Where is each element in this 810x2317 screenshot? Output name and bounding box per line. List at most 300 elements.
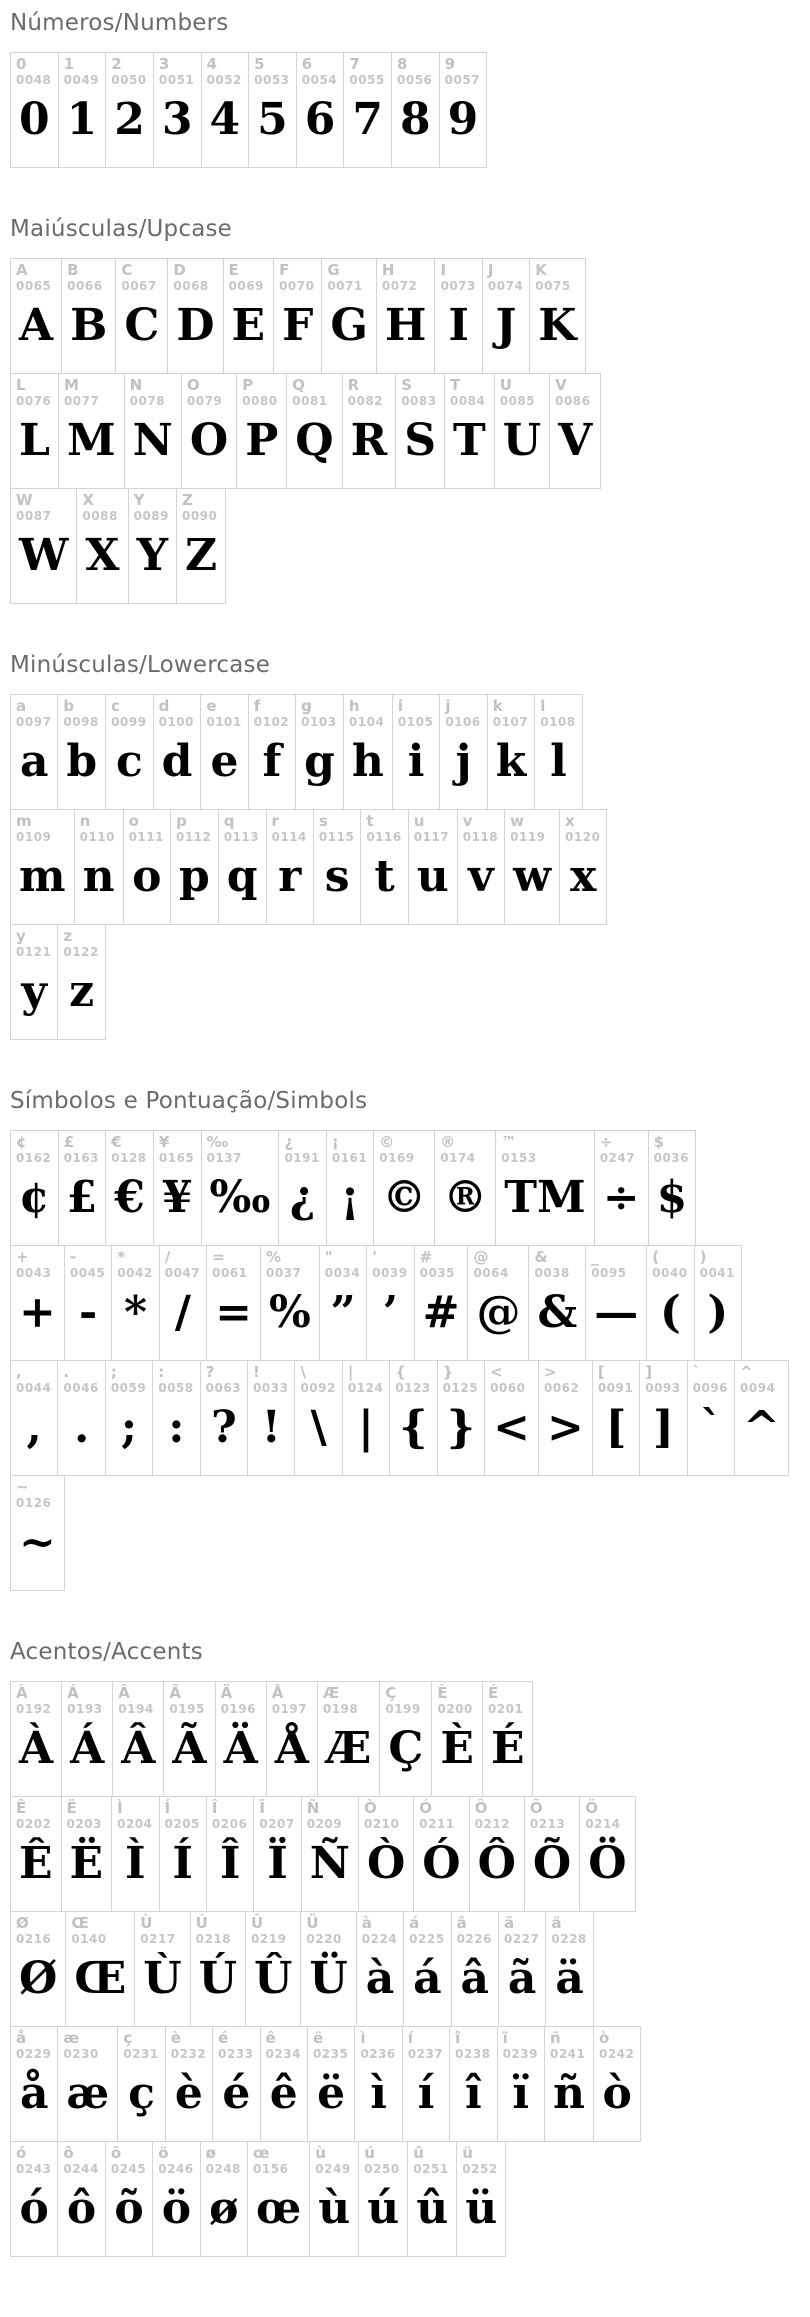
- glyph-display: I: [448, 299, 469, 351]
- glyph-cell-inner: [261, 1246, 319, 1360]
- glyph-cell-inner: [160, 1246, 206, 1360]
- glyph-char-label: Â: [118, 1684, 130, 1702]
- glyph-cell: [58, 925, 105, 1040]
- glyph-char-label: O: [186, 376, 200, 394]
- glyph-cell: [592, 1361, 639, 1476]
- glyph-char-label: ï: [502, 2029, 508, 2047]
- glyph-char-label: ®: [440, 1133, 456, 1151]
- glyph-display: —: [594, 1286, 639, 1338]
- glyph-display: ‰: [209, 1171, 271, 1223]
- glyph-section: [10, 652, 800, 1040]
- glyph-cell-inner: [403, 2027, 449, 2141]
- glyph-cell: [343, 695, 392, 810]
- glyph-display: í: [417, 2067, 435, 2119]
- glyph-code-label: 0204: [117, 1817, 153, 1832]
- glyph-cell: [64, 1246, 111, 1361]
- glyph-cell-inner: [202, 53, 249, 167]
- glyph-display: ”: [330, 1286, 356, 1338]
- glyph-char-label: p: [175, 812, 187, 830]
- glyph-cell-inner: [695, 1246, 741, 1360]
- glyph-cell-inner: [11, 2027, 57, 2141]
- glyph-char-label: t: [366, 812, 374, 830]
- glyph-cell-inner: [58, 695, 105, 809]
- glyph-cell-inner: [320, 1246, 366, 1360]
- glyph-cell: [213, 2027, 260, 2142]
- glyph-display: \: [310, 1401, 327, 1453]
- glyph-char-label: ã: [503, 1914, 515, 1932]
- glyph-cell: [593, 2027, 640, 2142]
- glyph-cell-inner: [359, 2142, 407, 2256]
- glyph-section: [10, 1088, 800, 1591]
- glyph-char-label: ‰: [206, 1133, 229, 1151]
- glyph-cell: [123, 810, 170, 925]
- glyph-row: [11, 2142, 506, 2257]
- glyph-char-label: H: [381, 261, 395, 279]
- glyph-code-label: 0211: [419, 1817, 455, 1832]
- glyph-cell-inner: [207, 1797, 253, 1911]
- glyph-cell: [11, 810, 75, 925]
- glyph-display: á: [413, 1952, 442, 2004]
- glyph-cell: [116, 259, 168, 374]
- glyph-code-label: 0114: [271, 830, 307, 845]
- glyph-display: 4: [209, 93, 241, 145]
- glyph-char-label: D: [173, 261, 186, 279]
- glyph-cell-inner: [248, 2142, 309, 2256]
- glyph-display: i: [407, 735, 425, 787]
- glyph-display: Î: [219, 1837, 241, 1889]
- glyph-cell: [58, 1361, 105, 1476]
- glyph-code-label: 0163: [63, 1151, 100, 1166]
- glyph-code-label: 0090: [181, 509, 218, 524]
- glyph-char-label: r: [271, 812, 279, 830]
- glyph-char-label: Ä: [220, 1684, 233, 1702]
- glyph-cell-inner: [525, 1797, 579, 1911]
- glyph-cell-inner: [59, 374, 124, 488]
- glyph-code-label: 0061: [212, 1266, 248, 1281]
- glyph-char-label: ó: [16, 2144, 27, 2162]
- glyph-cell-inner: [11, 695, 57, 809]
- glyph-code-label: 0110: [79, 830, 115, 845]
- glyph-display: 8: [400, 93, 431, 145]
- glyph-cell-inner: [392, 53, 439, 167]
- glyph-code-label: 0241: [549, 2047, 586, 2062]
- glyph-cell-inner: [396, 374, 444, 488]
- glyph-display: Y: [136, 529, 168, 581]
- glyph-cell: [66, 1912, 135, 2027]
- glyph-cell-inner: [11, 374, 58, 488]
- glyph-cell-inner: [327, 1131, 373, 1245]
- glyph-cell: [106, 1131, 154, 1246]
- glyph-cell: [176, 489, 225, 604]
- glyph-code-label: 0094: [740, 1381, 776, 1396]
- glyph-code-label: 0224: [361, 1932, 398, 1947]
- glyph-cell: [469, 1797, 524, 1912]
- glyph-cell: [392, 695, 439, 810]
- glyph-code-label: 0217: [140, 1932, 176, 1947]
- glyph-char-label: &: [534, 1248, 548, 1266]
- glyph-display: È: [440, 1722, 474, 1774]
- glyph-code-label: 0126: [16, 1496, 52, 1511]
- glyph-char-label: s: [318, 812, 328, 830]
- glyph-display: 0: [19, 93, 50, 145]
- glyph-cell: [207, 1246, 261, 1361]
- glyph-cell-inner: [166, 2027, 212, 2141]
- glyph-char-label: Ó: [419, 1799, 433, 1817]
- glyph-code-label: 0069: [228, 279, 264, 294]
- glyph-cell-inner: [435, 259, 481, 373]
- glyph-char-label: y: [16, 927, 26, 945]
- glyph-display: ?: [210, 1401, 237, 1453]
- glyph-code-label: 0043: [16, 1266, 52, 1281]
- glyph-char-label: ^: [740, 1363, 753, 1381]
- glyph-cell: [106, 53, 154, 168]
- glyph-code-label: 0063: [205, 1381, 242, 1396]
- glyph-display: Ê: [19, 1837, 53, 1889]
- glyph-display: V: [558, 414, 593, 466]
- glyph-display: c: [115, 735, 143, 787]
- glyph-display: Â: [121, 1722, 156, 1774]
- glyph-cell: [181, 374, 236, 489]
- glyph-char-label: õ: [110, 2144, 122, 2162]
- glyph-char-label: Ô: [474, 1799, 488, 1817]
- glyph-display: Œ: [74, 1952, 127, 2004]
- glyph-cell: [201, 53, 249, 168]
- glyph-cell: [287, 374, 342, 489]
- glyph-code-label: 0192: [16, 1702, 52, 1717]
- glyph-char-label: #: [419, 1248, 433, 1266]
- glyph-cell-inner: [59, 1131, 106, 1245]
- glyph-char-label: a: [16, 697, 27, 715]
- glyph-cell-inner: [62, 259, 115, 373]
- glyph-cell: [444, 374, 494, 489]
- glyph-code-label: 0235: [312, 2047, 349, 2062]
- glyph-char-label: Ï: [259, 1799, 265, 1817]
- glyph-cell-inner: [546, 1912, 592, 2026]
- glyph-cell-inner: [301, 1912, 355, 2026]
- glyph-cell: [11, 53, 59, 168]
- glyph-code-label: 0050: [111, 73, 147, 88]
- glyph-code-label: 0116: [366, 830, 402, 845]
- glyph-char-label: Õ: [529, 1799, 543, 1817]
- glyph-cell: [112, 1797, 159, 1912]
- glyph-display: b: [66, 735, 98, 787]
- glyph-cell: [310, 2142, 359, 2257]
- glyph-cell-inner: [261, 2027, 307, 2141]
- glyph-display: d: [161, 735, 193, 787]
- glyph-display: *: [123, 1286, 147, 1338]
- glyph-display: å: [19, 2067, 49, 2119]
- glyph-cell-inner: [112, 1797, 158, 1911]
- glyph-char-label: N: [129, 376, 143, 394]
- glyph-display: ë: [317, 2067, 346, 2119]
- glyph-cell: [313, 810, 360, 925]
- glyph-display: 9: [447, 93, 479, 145]
- glyph-cell: [390, 1361, 437, 1476]
- glyph-cell: [408, 810, 457, 925]
- glyph-cell-inner: [11, 1476, 64, 1590]
- glyph-char-label: R: [347, 376, 360, 394]
- glyph-char-label: ;: [110, 1363, 117, 1381]
- glyph-row-table: [10, 1245, 742, 1361]
- glyph-display: ù: [318, 2182, 351, 2234]
- glyph-display: e: [210, 735, 239, 787]
- glyph-code-label: 0074: [487, 279, 524, 294]
- glyph-code-label: 0085: [499, 394, 536, 409]
- glyph-char-label: Í: [164, 1799, 171, 1817]
- glyph-display: Ô: [477, 1837, 516, 1889]
- glyph-char-label: d: [158, 697, 170, 715]
- glyph-cell: [439, 53, 487, 168]
- glyph-display: P: [245, 414, 279, 466]
- glyph-char-label: 4: [206, 55, 217, 73]
- glyph-char-label: b: [63, 697, 75, 715]
- glyph-cell: [260, 2027, 307, 2142]
- glyph-char-label: ?: [205, 1363, 215, 1381]
- glyph-display: ã: [507, 1952, 537, 2004]
- glyph-code-label: 0174: [440, 1151, 476, 1166]
- glyph-cell: [296, 695, 344, 810]
- glyph-display: R: [350, 414, 388, 466]
- glyph-code-label: 0077: [63, 394, 100, 409]
- glyph-display: n: [82, 850, 115, 902]
- glyph-row-table: [10, 924, 106, 1040]
- glyph-cell-inner: [171, 810, 218, 924]
- glyph-cell: [295, 1361, 342, 1476]
- glyph-cell: [402, 2027, 449, 2142]
- glyph-code-label: 0091: [597, 1381, 634, 1396]
- glyph-cell: [11, 1361, 58, 1476]
- glyph-cell: [374, 1131, 435, 1246]
- glyph-cell-inner: [539, 1361, 592, 1475]
- glyph-code-label: 0066: [67, 279, 103, 294]
- glyph-row-table: [10, 1360, 789, 1476]
- glyph-cell-inner: [154, 695, 201, 809]
- glyph-cell: [437, 1361, 484, 1476]
- glyph-display: œ: [256, 2182, 302, 2234]
- glyph-char-label: Å: [271, 1684, 284, 1702]
- glyph-cell: [535, 695, 582, 810]
- glyph-cell-inner: [530, 259, 584, 373]
- glyph-cell-inner: [11, 925, 57, 1039]
- glyph-display: :: [168, 1401, 185, 1453]
- glyph-code-label: 0115: [318, 830, 355, 845]
- glyph-cell-inner: [529, 1246, 585, 1360]
- glyph-cell-inner: [483, 259, 529, 373]
- glyph-display: >: [546, 1401, 584, 1453]
- glyph-code-label: 0087: [16, 509, 52, 524]
- glyph-cell-inner: [404, 1912, 450, 2026]
- glyph-cell-inner: [440, 53, 487, 167]
- glyph-cell: [432, 1682, 483, 1797]
- glyph-display: õ: [114, 2182, 144, 2234]
- glyph-cell: [128, 489, 176, 604]
- glyph-display: Ñ: [309, 1837, 350, 1889]
- glyph-char-label: E: [228, 261, 239, 279]
- glyph-code-label: 0104: [348, 715, 385, 730]
- glyph-cell-inner: [11, 53, 58, 167]
- glyph-code-label: 0040: [652, 1266, 688, 1281]
- glyph-display: y: [21, 965, 47, 1017]
- glyph-row: [11, 1361, 789, 1476]
- glyph-cell: [106, 695, 153, 810]
- glyph-char-label: 8: [397, 55, 408, 73]
- glyph-code-label: 0246: [158, 2162, 194, 2177]
- glyph-cell: [215, 1682, 266, 1797]
- glyph-cell-inner: [254, 1797, 300, 1911]
- glyph-char-label: ©: [379, 1133, 395, 1151]
- glyph-row-table: [10, 52, 487, 168]
- glyph-display: ’: [382, 1286, 399, 1338]
- glyph-char-label: c: [111, 697, 121, 715]
- glyph-char-label: 9: [444, 55, 456, 73]
- glyph-char-label: o: [128, 812, 139, 830]
- glyph-display: k: [495, 735, 527, 787]
- glyph-code-label: 0233: [218, 2047, 254, 2062]
- glyph-cell-inner: [735, 1361, 788, 1475]
- glyph-display: U: [502, 414, 542, 466]
- glyph-cell: [361, 810, 408, 925]
- glyph-cell: [118, 2027, 165, 2142]
- glyph-code-label: 0048: [16, 73, 52, 88]
- glyph-display: Q: [295, 414, 334, 466]
- glyph-cell: [356, 1912, 403, 2027]
- glyph-code-label: 0137: [206, 1151, 242, 1166]
- glyph-cell-inner: [302, 1797, 358, 1911]
- glyph-cell-inner: [580, 1797, 634, 1911]
- glyph-cell: [468, 1246, 529, 1361]
- glyph-char-label: *: [117, 1248, 126, 1266]
- glyph-cell-inner: [58, 925, 104, 1039]
- glyph-cell-inner: [688, 1361, 734, 1475]
- glyph-char-label: k: [492, 697, 503, 715]
- glyph-char-label: >: [543, 1363, 557, 1381]
- glyph-code-label: 0086: [555, 394, 591, 409]
- glyph-cell: [497, 2027, 544, 2142]
- glyph-cell: [342, 374, 396, 489]
- glyph-char-label: Ù: [140, 1914, 153, 1932]
- glyph-cell: [248, 1361, 295, 1476]
- glyph-code-label: 0095: [591, 1266, 627, 1281]
- glyph-cell-inner: [118, 2027, 164, 2141]
- glyph-display: [: [605, 1401, 627, 1453]
- glyph-display: ®: [443, 1171, 488, 1223]
- glyph-char-label: Ç: [385, 1684, 397, 1702]
- glyph-cell: [266, 810, 313, 925]
- glyph-char-label: =: [212, 1248, 225, 1266]
- glyph-cell-inner: [11, 1682, 61, 1796]
- glyph-cell-inner: [495, 374, 549, 488]
- glyph-code-label: 0162: [16, 1151, 52, 1166]
- glyph-code-label: 0250: [364, 2162, 400, 2177]
- glyph-code-label: 0231: [123, 2047, 159, 2062]
- glyph-char-label: f: [253, 697, 261, 715]
- glyph-display: è: [174, 2067, 203, 2119]
- glyph-char-label: ë: [312, 2029, 324, 2047]
- glyph-cell-inner: [106, 2142, 152, 2256]
- glyph-cell: [546, 1912, 593, 2027]
- glyph-code-label: 0122: [63, 945, 99, 960]
- glyph-cell-inner: [11, 259, 61, 373]
- glyph-char-label: q: [223, 812, 235, 830]
- glyph-cell-inner: [322, 259, 376, 373]
- glyph-cell: [105, 2142, 152, 2257]
- glyph-code-label: 0075: [535, 279, 571, 294]
- glyph-cell: [190, 1912, 245, 2027]
- glyph-cell: [105, 1361, 152, 1476]
- glyph-code-label: 0107: [492, 715, 529, 730]
- glyph-code-label: 0203: [66, 1817, 102, 1832]
- glyph-cell-inner: [213, 2027, 259, 2141]
- glyph-cell-inner: [154, 53, 201, 167]
- glyph-cell: [113, 1682, 164, 1797]
- glyph-cell: [58, 374, 124, 489]
- glyph-display: ó: [19, 2182, 49, 2234]
- glyph-cell: [457, 810, 504, 925]
- glyph-char-label: G: [327, 261, 340, 279]
- glyph-cell-inner: [357, 1912, 403, 2026]
- glyph-char-label: ¿: [284, 1133, 294, 1151]
- glyph-display: q: [226, 850, 258, 902]
- glyph-section: [10, 1639, 800, 2257]
- glyph-display: |: [358, 1401, 375, 1453]
- glyph-code-label: 0082: [347, 394, 384, 409]
- glyph-code-label: 0089: [133, 509, 169, 524]
- glyph-cell: [487, 695, 535, 810]
- glyph-cell: [62, 1682, 113, 1797]
- glyph-cell-inner: [499, 1912, 545, 2026]
- glyph-code-label: 0080: [242, 394, 278, 409]
- glyph-cell-inner: [470, 1797, 524, 1911]
- glyph-display: €: [114, 1171, 145, 1223]
- glyph-code-label: 0196: [220, 1702, 256, 1717]
- glyph-char-label: z: [63, 927, 73, 945]
- glyph-code-label: 0118: [462, 830, 499, 845]
- glyph-display: }: [446, 1401, 475, 1453]
- glyph-cell: [359, 2142, 408, 2257]
- glyph-code-label: 0128: [111, 1151, 147, 1166]
- glyph-code-label: 0230: [63, 2047, 99, 2062]
- glyph-cell-inner: [75, 810, 123, 924]
- glyph-display: ü: [465, 2182, 498, 2234]
- glyph-display: %: [268, 1286, 311, 1338]
- glyph-cell: [135, 1912, 190, 2027]
- glyph-char-label: Á: [67, 1684, 79, 1702]
- glyph-code-label: 0245: [110, 2162, 147, 2177]
- glyph-cell-inner: [62, 1797, 112, 1911]
- glyph-display: É: [490, 1722, 525, 1774]
- glyph-display: &: [537, 1286, 578, 1338]
- glyph-display: Ó: [422, 1837, 461, 1889]
- glyph-char-label: v: [462, 812, 473, 830]
- glyph-code-label: 0093: [645, 1381, 681, 1396]
- glyph-cell: [342, 1361, 389, 1476]
- glyph-cell-inner: [297, 53, 344, 167]
- glyph-display: F: [282, 299, 314, 351]
- glyph-display: ;: [120, 1401, 138, 1453]
- glyph-cell: [11, 925, 58, 1040]
- glyph-cell-inner: [201, 1361, 247, 1475]
- glyph-cell-inner: [550, 374, 600, 488]
- glyph-code-label: 0036: [653, 1151, 689, 1166]
- glyph-display: o: [132, 850, 162, 902]
- glyph-code-label: 0058: [158, 1381, 194, 1396]
- glyph-char-label: 6: [301, 55, 313, 73]
- glyph-cell-inner: [359, 1797, 413, 1911]
- glyph-char-label: å: [16, 2029, 27, 2047]
- glyph-display: =: [215, 1286, 252, 1338]
- glyph-code-label: 0202: [16, 1817, 52, 1832]
- glyph-code-label: 0243: [16, 2162, 52, 2177]
